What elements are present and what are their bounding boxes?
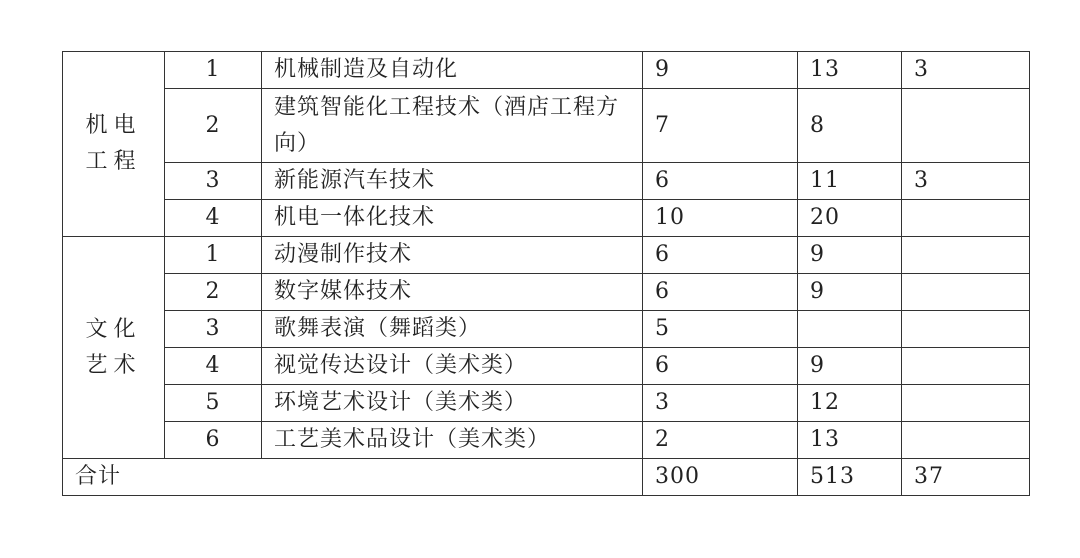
value-cell xyxy=(902,385,1030,422)
value-cell: 7 xyxy=(643,89,798,163)
value-cell: 6 xyxy=(643,348,798,385)
row-number: 5 xyxy=(165,385,262,422)
value-cell: 13 xyxy=(798,422,902,459)
category-cell xyxy=(63,52,165,237)
value-cell: 3 xyxy=(902,163,1030,200)
value-cell xyxy=(902,311,1030,348)
category-line: 文化 xyxy=(85,316,142,342)
major-name: 建筑智能化工程技术（酒店工程方向） xyxy=(262,89,643,163)
major-name: 机电一体化技术 xyxy=(262,200,643,237)
value-cell: 6 xyxy=(643,237,798,274)
category-line: 工程 xyxy=(85,149,142,174)
major-name: 机械制造及自动化 xyxy=(262,52,643,89)
table-row xyxy=(63,52,1030,89)
value-cell: 5 xyxy=(643,311,798,348)
value-cell xyxy=(798,311,902,348)
table-row xyxy=(63,311,1030,348)
row-number: 3 xyxy=(165,311,262,348)
major-name: 工艺美术品设计（美术类） xyxy=(262,422,643,459)
row-number: 2 xyxy=(165,274,262,311)
value-cell: 12 xyxy=(798,385,902,422)
value-cell: 3 xyxy=(902,52,1030,89)
value-cell xyxy=(902,274,1030,311)
category-line: 机电 xyxy=(85,113,142,138)
value-cell xyxy=(902,422,1030,459)
total-value: 37 xyxy=(902,459,1030,496)
row-number: 2 xyxy=(165,89,262,163)
table-row xyxy=(63,163,1030,200)
enrollment-table xyxy=(62,51,1030,496)
row-number: 1 xyxy=(165,52,262,89)
value-cell: 9 xyxy=(798,237,902,274)
value-cell xyxy=(902,200,1030,237)
row-number: 1 xyxy=(165,237,262,274)
total-label: 合计 xyxy=(63,459,643,496)
value-cell xyxy=(902,348,1030,385)
row-number: 4 xyxy=(165,348,262,385)
major-name: 环境艺术设计（美术类） xyxy=(262,385,643,422)
value-cell: 3 xyxy=(643,385,798,422)
table-row xyxy=(63,348,1030,385)
table-row xyxy=(63,422,1030,459)
value-cell: 9 xyxy=(798,348,902,385)
row-number: 3 xyxy=(165,163,262,200)
category-cell xyxy=(63,237,165,459)
table-row xyxy=(63,385,1030,422)
major-name: 歌舞表演（舞蹈类） xyxy=(262,311,643,348)
major-name: 数字媒体技术 xyxy=(262,274,643,311)
major-name: 动漫制作技术 xyxy=(262,237,643,274)
value-cell xyxy=(902,237,1030,274)
value-cell: 13 xyxy=(798,52,902,89)
table-row xyxy=(63,274,1030,311)
value-cell xyxy=(902,89,1030,163)
row-number: 4 xyxy=(165,200,262,237)
total-value: 513 xyxy=(798,459,902,496)
value-cell: 2 xyxy=(643,422,798,459)
value-cell: 10 xyxy=(643,200,798,237)
value-cell: 6 xyxy=(643,274,798,311)
value-cell: 9 xyxy=(798,274,902,311)
major-name: 视觉传达设计（美术类） xyxy=(262,348,643,385)
value-cell: 20 xyxy=(798,200,902,237)
category-line: 艺术 xyxy=(85,352,142,378)
value-cell: 9 xyxy=(643,52,798,89)
table-row xyxy=(63,200,1030,237)
total-value: 300 xyxy=(643,459,798,496)
table-row xyxy=(63,89,1030,163)
value-cell: 11 xyxy=(798,163,902,200)
value-cell: 8 xyxy=(798,89,902,163)
value-cell: 6 xyxy=(643,163,798,200)
total-row xyxy=(63,459,1030,496)
table-row xyxy=(63,237,1030,274)
major-name: 新能源汽车技术 xyxy=(262,163,643,200)
row-number: 6 xyxy=(165,422,262,459)
